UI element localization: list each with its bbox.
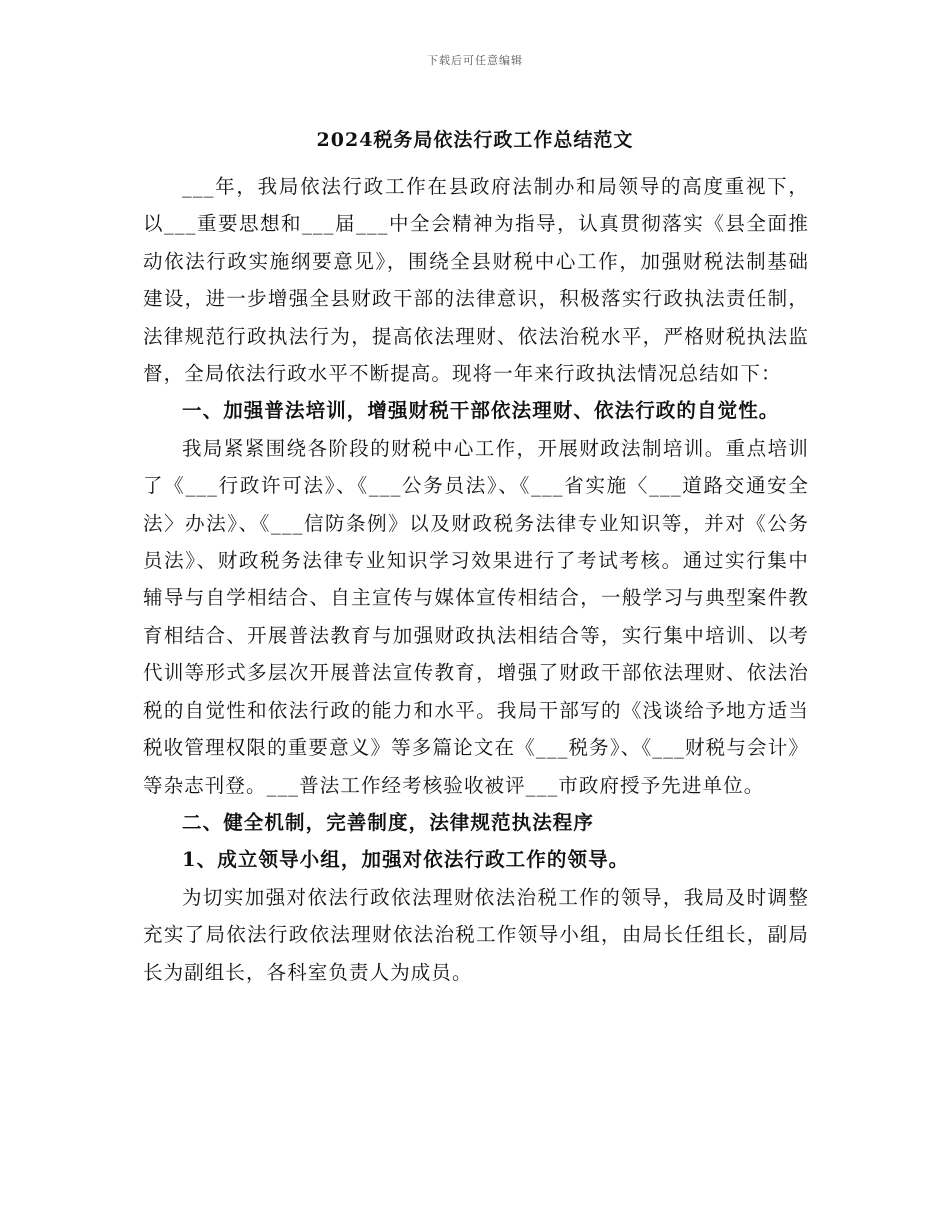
paragraph-intro: ___年，我局依法行政工作在县政府法制办和局领导的高度重视下，以___重要思想和___届___中全会精神为指导，认真贯彻落实《县全面推动依法行政实施纲要意见》，围绕全县财税中心工作，加强财税法制基础建设，进一步增强全县财政干部的法律意识，积极落实行政执法责任制，法律规范行政执法行为，提高依法理财、依法治税水平，严格财税执法监督，全局依法行政水平不断提高。现将一年来行政执法情况总结如下： (143, 175, 809, 386)
section-heading-2: 二、健全机制，完善制度，法律规范执法程序 (182, 810, 595, 834)
document-body (143, 168, 809, 991)
paragraph-subsection-1: 为切实加强对依法行政依法理财依法治税工作的领导，我局及时调整充实了局依法行政依法理财依法治税工作领导小组，由局长任组长，副局长为副组长，各科室负责人为成员。 (143, 885, 809, 984)
header-note: 下载后可任意编辑 (427, 54, 523, 67)
section-heading-1: 一、加强普法培训，增强财税干部依法理财、依法行政的自觉性。 (182, 399, 780, 423)
paragraph-section-1: 我局紧紧围绕各阶段的财税中心工作，开展财政法制培训。重点培训了《___行政许可法》、《___公务员法》、《___省实施〈___道路交通安全法〉办法》、《___信防条例》以及财政税务法律专业知识等，并对《公务员法》、财政税务法律专业知识学习效果进行了考试考核。通过实行集中辅导与自学相结合、自主宣传与媒体宣传相结合，一般学习与典型案件教育相结合、开展普法教育与加强财政执法相结合等，实行集中培训、以考代训等形式多层次开展普法宣传教育，增强了财政干部依法理财、依法治税的自觉性和依法行政的能力和水平。我局干部写的《浅谈给予地方适当税收管理权限的重要意义》等多篇论文在《___税务》、《___财税与会计》等杂志刊登。___普法工作经考核验收被评___市政府授予先进单位。 (143, 436, 809, 797)
subsection-heading-1: 1、成立领导小组，加强对依法行政工作的领导。 (182, 848, 630, 872)
document-title: 2024税务局依法行政工作总结范文 (316, 129, 634, 151)
